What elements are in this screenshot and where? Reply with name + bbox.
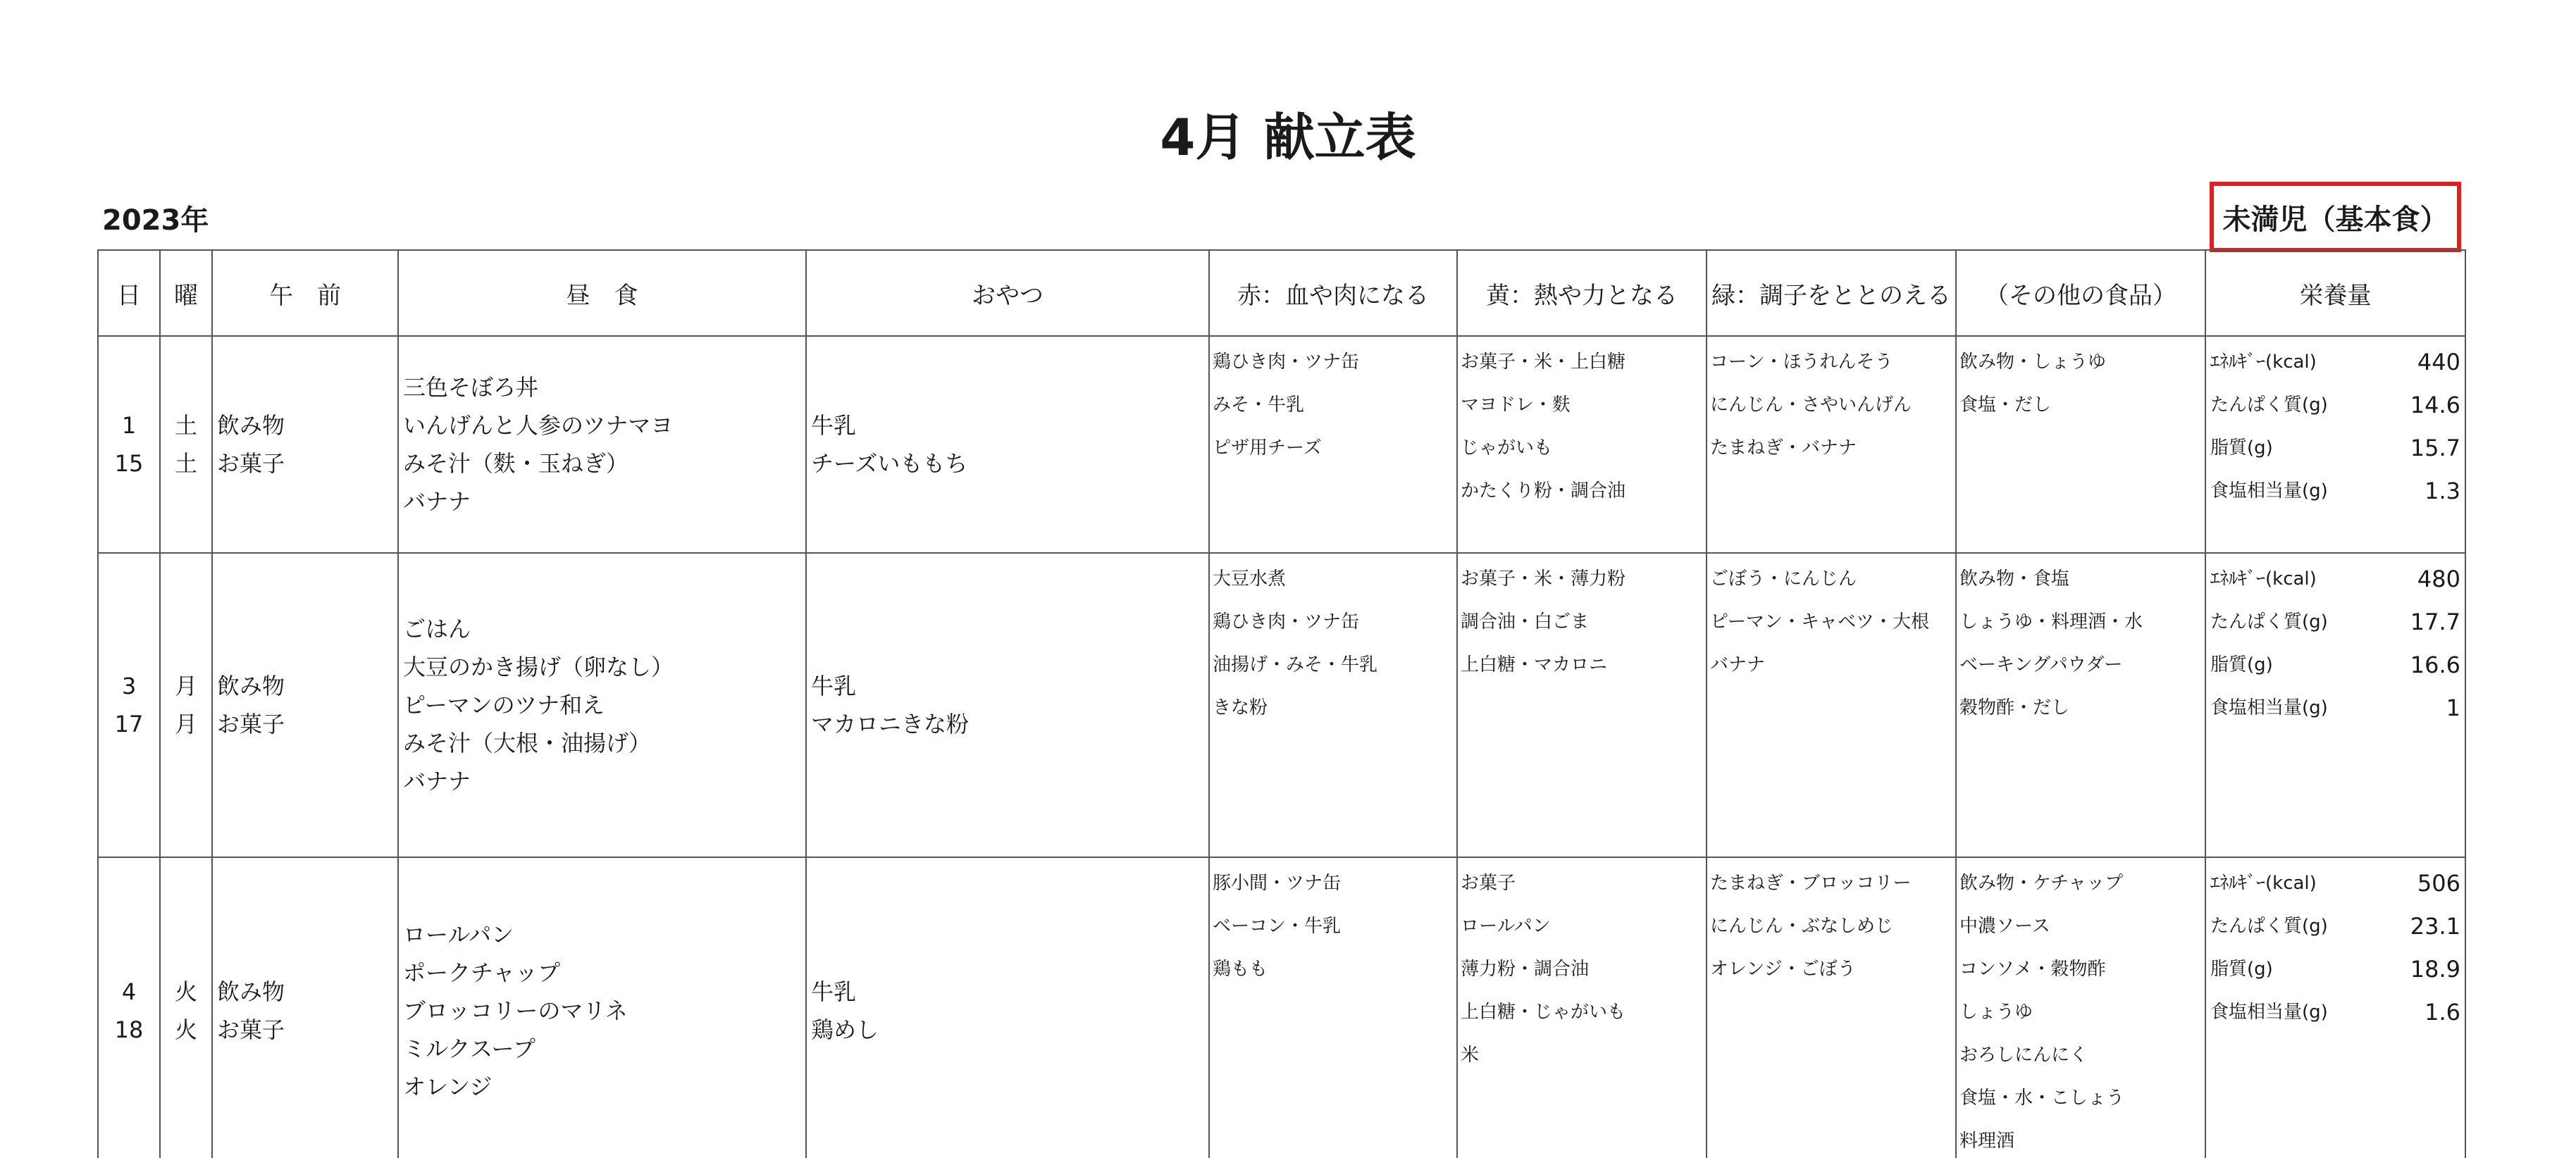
header-am: 午 前 [212, 250, 398, 336]
green-food-item: コーン・ほうれんそう [1710, 351, 1893, 373]
day-number: 4 [121, 978, 137, 1005]
nutrition-label: 食塩相当量(g) [2210, 1002, 2328, 1023]
red-food-item: きな粉 [1213, 697, 1268, 718]
header-day: 日 [98, 250, 160, 336]
day-number: 17 [114, 711, 144, 737]
other-food-cell [1956, 553, 2205, 857]
other-food-item: 飲み物・食塩 [1959, 568, 2070, 590]
header-snack: おやつ [806, 250, 1209, 336]
snack-item: 牛乳 [811, 412, 857, 439]
red-food-item: 鶏もも [1213, 959, 1268, 980]
red-food-item: みそ・牛乳 [1213, 394, 1305, 416]
nutrition-row [2210, 427, 2460, 470]
lunch-item: 三色そぼろ丼 [403, 374, 539, 401]
nutrition-value: 440 [2417, 349, 2460, 375]
lunch-cell [398, 336, 806, 553]
header-lunch: 昼 食 [398, 250, 806, 336]
snack-cell [806, 857, 1209, 1158]
green-food-item: オレンジ・ごぼう [1710, 959, 1856, 980]
red-food-cell [1209, 553, 1457, 857]
nutrition-cell [2205, 553, 2465, 857]
red-food-item: 豚小間・ツナ缶 [1213, 873, 1342, 894]
nutrition-row [2210, 687, 2460, 730]
nutrition-row [2210, 341, 2460, 384]
green-food-cell [1707, 553, 1956, 857]
yellow-food-item: じゃがいも [1461, 437, 1553, 459]
nutrition-label: 脂質(g) [2210, 959, 2273, 980]
am-item: お菓子 [217, 450, 285, 477]
dow-cell [160, 336, 212, 553]
menu-body [98, 336, 2465, 1158]
red-food-item: ピザ用チーズ [1213, 437, 1322, 459]
day-of-week: 火 [174, 978, 197, 1005]
day-number: 3 [121, 673, 137, 699]
green-food-cell [1707, 336, 1956, 553]
other-food-cell [1956, 336, 2205, 553]
red-food-item: 鶏ひき肉・ツナ缶 [1213, 611, 1360, 633]
nutrition-label: 食塩相当量(g) [2210, 480, 2328, 502]
red-food-item: 油揚げ・みそ・牛乳 [1213, 654, 1378, 676]
green-food-item: ピーマン・キャベツ・大根 [1710, 611, 1929, 633]
yellow-food-item: 上白糖・マカロニ [1461, 654, 1608, 676]
am-item: お菓子 [217, 1016, 285, 1043]
day-cell [98, 857, 160, 1158]
nutrition-row [2210, 948, 2460, 991]
day-of-week: 火 [174, 1016, 197, 1043]
lunch-item: ごはん [403, 616, 471, 642]
red-food-cell [1209, 857, 1457, 1158]
nutrition-label: 食塩相当量(g) [2210, 697, 2328, 718]
nutrition-row [2210, 470, 2460, 513]
nutrition-label: たんぱく質(g) [2210, 394, 2328, 416]
menu-row [98, 553, 2465, 857]
snack-item: チーズいももち [811, 450, 968, 477]
nutrition-row [2210, 905, 2460, 948]
nutrition-value: 15.7 [2410, 435, 2460, 461]
other-food-item: 食塩・だし [1959, 394, 2052, 416]
day-number: 15 [114, 450, 144, 477]
yellow-food-item: ロールパン [1461, 916, 1551, 937]
lunch-item: バナナ [403, 768, 471, 795]
nutrition-value: 480 [2417, 566, 2460, 592]
nutrition-label: ｴﾈﾙｷﾞｰ(kcal) [2210, 351, 2317, 373]
red-food-item: 鶏ひき肉・ツナ缶 [1213, 351, 1360, 373]
am-item: 飲み物 [217, 412, 285, 439]
yellow-food-item: 調合油・白ごま [1461, 611, 1590, 633]
lunch-item: ロールパン [403, 921, 514, 948]
header-dow: 曜 [160, 250, 212, 336]
header-red: 赤：血や肉になる [1209, 250, 1457, 336]
other-food-item: 飲み物・しょうゆ [1959, 351, 2107, 373]
am-item: 飲み物 [217, 673, 285, 699]
nutrition-value: 506 [2417, 870, 2460, 897]
day-number: 1 [121, 412, 137, 439]
yellow-food-item: かたくり粉・調合油 [1461, 480, 1626, 502]
nutrition-value: 23.1 [2410, 913, 2460, 940]
red-food-item: ベーコン・牛乳 [1213, 916, 1342, 937]
green-food-item: たまねぎ・バナナ [1710, 437, 1857, 459]
year-label: 2023年 [102, 204, 209, 237]
dow-cell [160, 857, 212, 1158]
snack-cell [806, 553, 1209, 857]
nutrition-value: 18.9 [2410, 956, 2460, 983]
green-food-item: にんじん・ぶなしめじ [1710, 916, 1894, 937]
other-food-item: 穀物酢・だし [1959, 697, 2070, 718]
lunch-item: ミルクスープ [403, 1035, 535, 1062]
snack-item: マカロニきな粉 [811, 711, 970, 737]
lunch-item: ブロッコリーのマリネ [403, 997, 628, 1024]
nutrition-value: 1 [2446, 695, 2460, 721]
nutrition-row [2210, 644, 2460, 687]
green-food-item: バナナ [1710, 654, 1766, 676]
day-cell [98, 336, 160, 553]
menu-row [98, 336, 2465, 553]
snack-item: 牛乳 [811, 978, 857, 1005]
green-food-cell [1707, 857, 1956, 1158]
am-item: お菓子 [217, 711, 285, 737]
nutrition-label: 脂質(g) [2210, 437, 2273, 459]
red-food-cell [1209, 336, 1457, 553]
lunch-item: いんげんと人参のツナマヨ [403, 412, 674, 439]
yellow-food-cell [1457, 857, 1707, 1158]
other-food-item: コンソメ・穀物酢 [1959, 959, 2106, 980]
nutrition-row [2210, 558, 2460, 601]
nutrition-value: 1.6 [2425, 999, 2460, 1026]
day-of-week: 土 [174, 450, 197, 477]
red-food-item: 大豆水煮 [1213, 568, 1287, 590]
nutrition-label: たんぱく質(g) [2210, 611, 2328, 633]
header-nutrition: 栄養量 [2205, 250, 2465, 336]
header-row [98, 250, 2465, 336]
other-food-item: しょうゆ・料理酒・水 [1959, 611, 2143, 633]
green-food-item: たまねぎ・ブロッコリー [1710, 873, 1912, 894]
lunch-cell [398, 553, 806, 857]
am-item: 飲み物 [217, 978, 285, 1005]
lunch-cell [398, 857, 806, 1158]
category-label: 未満児（基本食） [2210, 182, 2461, 252]
am-cell [212, 857, 398, 1158]
snack-item: 鶏めし [811, 1016, 879, 1043]
lunch-item: 大豆のかき揚げ（卵なし） [403, 654, 674, 680]
am-cell [212, 336, 398, 553]
lunch-item: ピーマンのツナ和え [403, 692, 605, 718]
header-other: （その他の食品） [1956, 250, 2205, 336]
header-yellow: 黄：熱や力となる [1457, 250, 1707, 336]
nutrition-label: たんぱく質(g) [2210, 916, 2328, 937]
yellow-food-item: 米 [1461, 1045, 1480, 1066]
nutrition-row [2210, 862, 2460, 905]
menu-row [98, 857, 2465, 1158]
yellow-food-item: 薄力粉・調合油 [1461, 959, 1590, 980]
green-food-item: ごぼう・にんじん [1710, 568, 1857, 590]
nutrition-row [2210, 601, 2460, 644]
other-food-item: 食塩・水・こしょう [1959, 1088, 2125, 1109]
other-food-item: 飲み物・ケチャップ [1959, 873, 2124, 894]
other-food-item: しょうゆ [1959, 1002, 2033, 1023]
day-of-week: 月 [174, 711, 197, 737]
snack-cell [806, 336, 1209, 553]
lunch-item: みそ汁（大根・油揚げ） [403, 730, 652, 757]
yellow-food-cell [1457, 336, 1707, 553]
dow-cell [160, 553, 212, 857]
nutrition-value: 14.6 [2410, 392, 2460, 418]
day-cell [98, 553, 160, 857]
nutrition-label: ｴﾈﾙｷﾞｰ(kcal) [2210, 568, 2317, 590]
nutrition-cell [2205, 857, 2465, 1158]
other-food-item: 中濃ソース [1959, 916, 2050, 937]
yellow-food-item: お菓子・米・上白糖 [1461, 351, 1626, 373]
am-cell [212, 553, 398, 857]
nutrition-label: ｴﾈﾙｷﾞｰ(kcal) [2210, 873, 2317, 894]
lunch-item: オレンジ [403, 1073, 493, 1100]
header-green: 緑：調子をととのえる [1707, 250, 1956, 336]
page-title: 4月 献立表 [1160, 108, 1416, 167]
nutrition-value: 17.7 [2410, 609, 2460, 635]
other-food-item: ベーキングパウダー [1959, 654, 2123, 676]
yellow-food-item: 上白糖・じゃがいも [1461, 1002, 1626, 1023]
day-number: 18 [114, 1016, 144, 1043]
other-food-cell [1956, 857, 2205, 1158]
nutrition-cell [2205, 336, 2465, 553]
other-food-item: 料理酒 [1959, 1131, 2015, 1152]
yellow-food-item: お菓子 [1461, 873, 1516, 894]
snack-item: 牛乳 [811, 673, 857, 699]
lunch-item: バナナ [403, 488, 471, 515]
nutrition-row [2210, 384, 2460, 427]
lunch-item: みそ汁（麩・玉ねぎ） [403, 450, 629, 477]
nutrition-value: 1.3 [2425, 478, 2460, 504]
nutrition-label: 脂質(g) [2210, 654, 2273, 676]
yellow-food-item: お菓子・米・薄力粉 [1461, 568, 1626, 590]
yellow-food-cell [1457, 553, 1707, 857]
yellow-food-item: マヨドレ・麩 [1461, 394, 1571, 416]
menu-table [97, 249, 2466, 1158]
day-of-week: 月 [174, 673, 197, 699]
lunch-item: ポークチャップ [403, 959, 561, 986]
day-of-week: 土 [174, 412, 197, 439]
other-food-item: おろしにんにく [1959, 1045, 2088, 1066]
nutrition-row [2210, 991, 2460, 1034]
nutrition-value: 16.6 [2410, 652, 2460, 678]
green-food-item: にんじん・さやいんげん [1710, 394, 1912, 416]
